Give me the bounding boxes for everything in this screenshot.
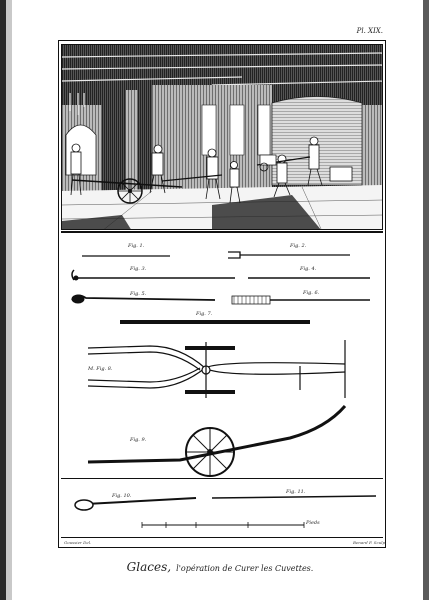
figure-8-tongs [88,340,345,398]
plate-number: Pl. XIX. [356,27,383,35]
caption-title: Glaces, [126,560,172,574]
figure-5-label: Fig. 5. [130,291,147,297]
figure-11-label: Fig. 11. [286,489,306,495]
figure-7-label: Fig. 7. [196,311,213,317]
plate-caption [100,556,340,575]
figure-2-label: Fig. 2. [290,243,307,249]
figure-11-rod [212,496,376,498]
scale-label: Pieds [306,520,320,526]
figure-3-hook-rod [72,270,235,280]
caption-subtitle: l'opération de Curer les Cuvettes. [176,564,314,573]
engraver-credit: Benard F. Sculp. [353,540,387,545]
figure-8-label: M. Fig. 8. [88,366,113,372]
figure-3-label: Fig. 3. [130,266,147,272]
figure-4-label: Fig. 4. [300,266,317,272]
figure-6-brush-head [232,296,270,304]
figure-7-bar [120,320,310,324]
figure-2-fork [228,252,350,258]
draftsman-credit: Goussier Del. [64,540,92,545]
figure-6-label: Fig. 6. [303,290,320,296]
figure-10-spoon [86,498,196,504]
figure-5-ladle [72,295,215,300]
bottom-rule [61,537,383,538]
figure-9-rod [88,406,345,462]
figure-1-label: Fig. 1. [128,243,145,249]
figure-10-label: Fig. 10. [112,493,132,499]
tools-divider-rule [61,478,383,479]
figure-9-label: Fig. 9. [130,437,147,443]
